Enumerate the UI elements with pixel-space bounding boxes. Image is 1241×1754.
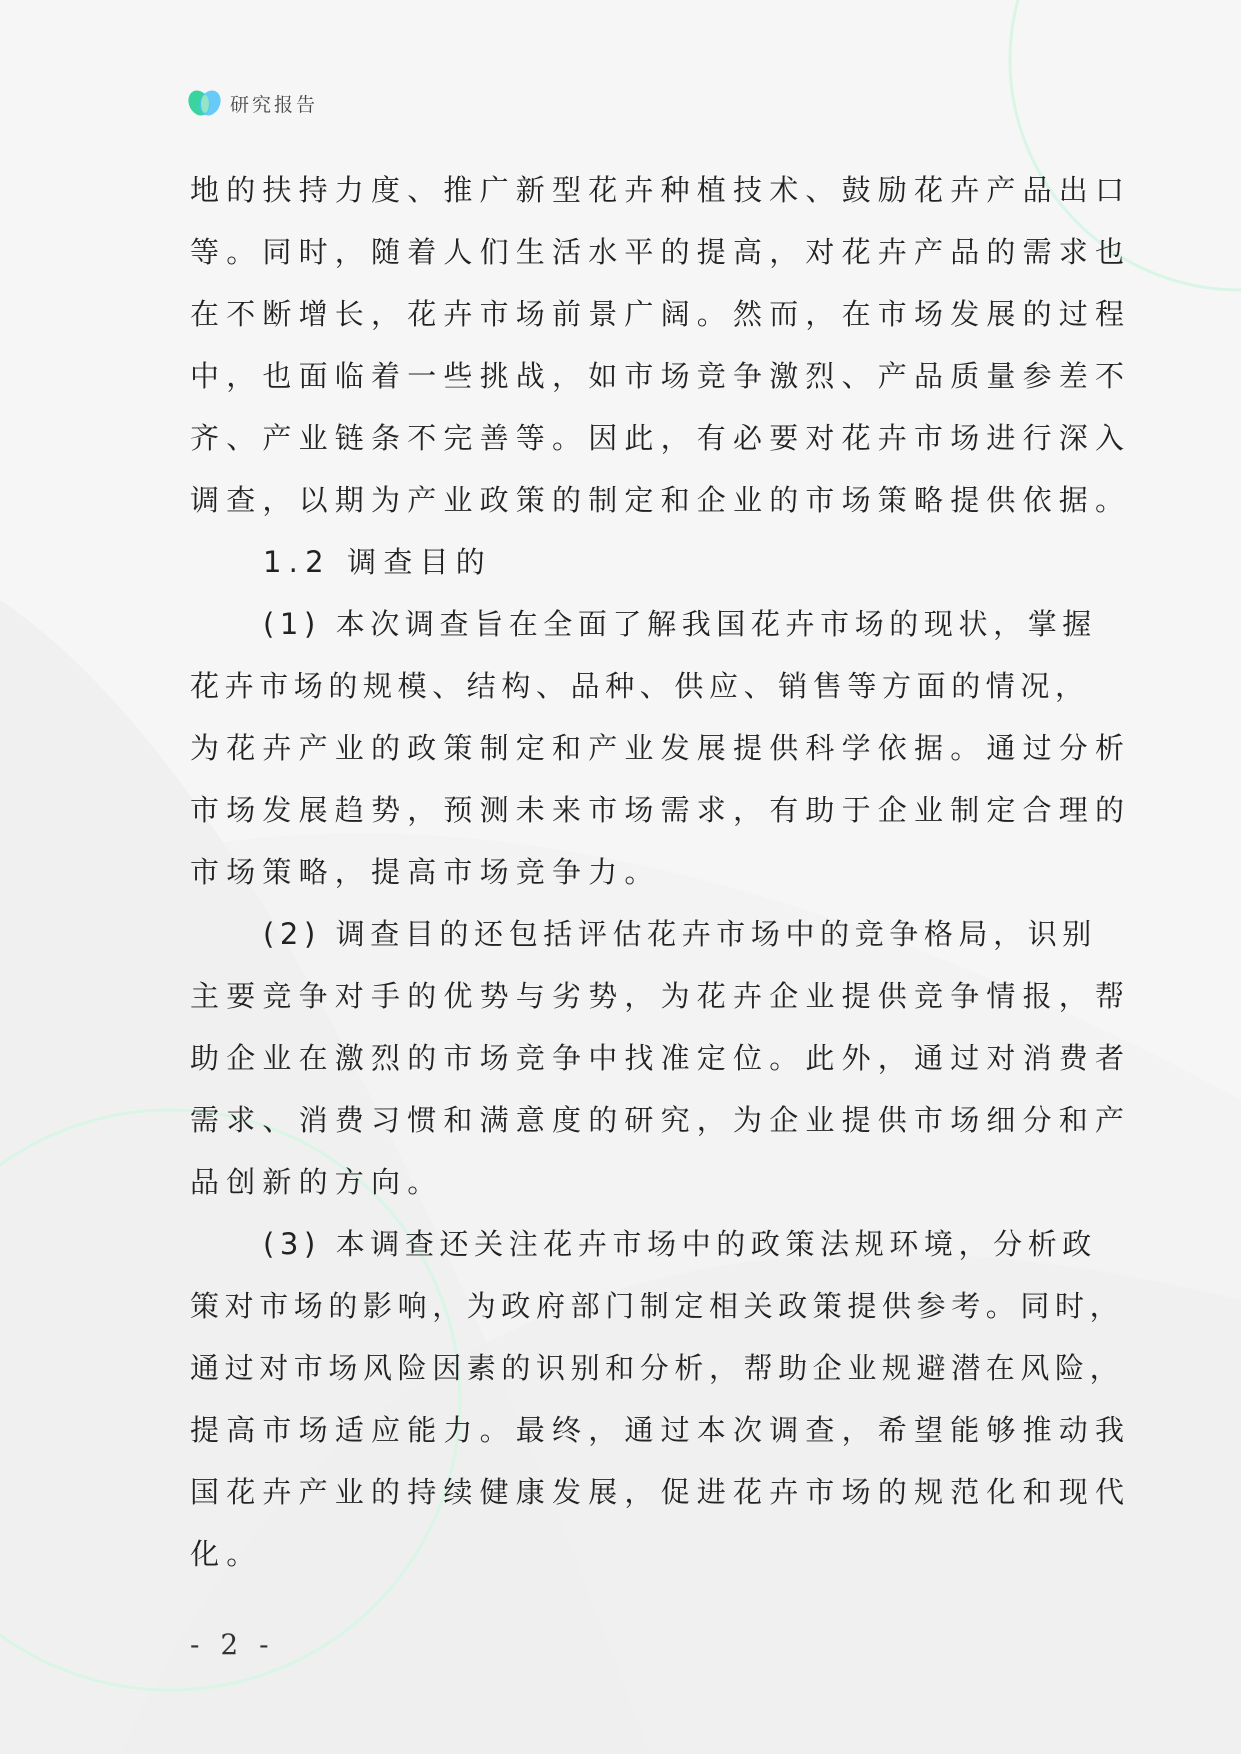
text-line: 品创新的方向。 <box>190 1165 444 1199</box>
leaf-logo-icon <box>188 88 222 118</box>
text-line: 为花卉产业的政策制定和产业发展提供科学依据。通过分析 <box>190 731 1132 765</box>
text-line: 需求、消费习惯和满意度的研究，为企业提供市场细分和产 <box>190 1103 1132 1137</box>
text-line: 地的扶持力度、推广新型花卉种植技术、鼓励花卉产品出口 <box>190 173 1132 207</box>
document-body <box>190 159 1132 1585</box>
text-line: 助企业在激烈的市场竞争中找准定位。此外，通过对消费者 <box>190 1041 1132 1075</box>
report-label: 研究报告 <box>230 93 319 116</box>
text-line: 国花卉产业的持续健康发展，促进花卉市场的规范化和现代 <box>190 1475 1132 1509</box>
text-line: (2) 调查目的还包括评估花卉市场中的竞争格局，识别 <box>263 917 1097 951</box>
text-line: 调查，以期为产业政策的制定和企业的市场策略提供依据。 <box>190 483 1132 517</box>
text-line: 在不断增长，花卉市场前景广阔。然而，在市场发展的过程 <box>190 297 1132 331</box>
text-line: 化。 <box>190 1537 263 1571</box>
text-line: 中，也面临着一些挑战，如市场竞争激烈、产品质量参差不 <box>190 359 1132 393</box>
text-line: 通过对市场风险因素的识别和分析，帮助企业规避潜在风险， <box>190 1351 1125 1385</box>
text-line: (3) 本调查还关注花卉市场中的政策法规环境，分析政 <box>263 1227 1097 1261</box>
page-number: - 2 - <box>190 1628 275 1661</box>
text-line: 策对市场的影响，为政府部门制定相关政策提供参考。同时， <box>190 1289 1125 1323</box>
text-line: 提高市场适应能力。最终，通过本次调查，希望能够推动我 <box>190 1413 1132 1447</box>
page-header <box>188 88 318 118</box>
text-line: 主要竞争对手的优势与劣势，为花卉企业提供竞争情报，帮 <box>190 979 1132 1013</box>
text-line: 市场发展趋势，预测未来市场需求，有助于企业制定合理的 <box>190 793 1132 827</box>
text-line: 花卉市场的规模、结构、品种、供应、销售等方面的情况， <box>190 669 1090 703</box>
text-line: 市场策略，提高市场竞争力。 <box>190 855 661 889</box>
text-line: 等。同时，随着人们生活水平的提高，对花卉产品的需求也 <box>190 235 1132 269</box>
text-line: 齐、产业链条不完善等。因此，有必要对花卉市场进行深入 <box>190 421 1132 455</box>
text-line: (1) 本次调查旨在全面了解我国花卉市场的现状，掌握 <box>263 607 1097 641</box>
section-heading: 1.2 调查目的 <box>263 545 492 579</box>
